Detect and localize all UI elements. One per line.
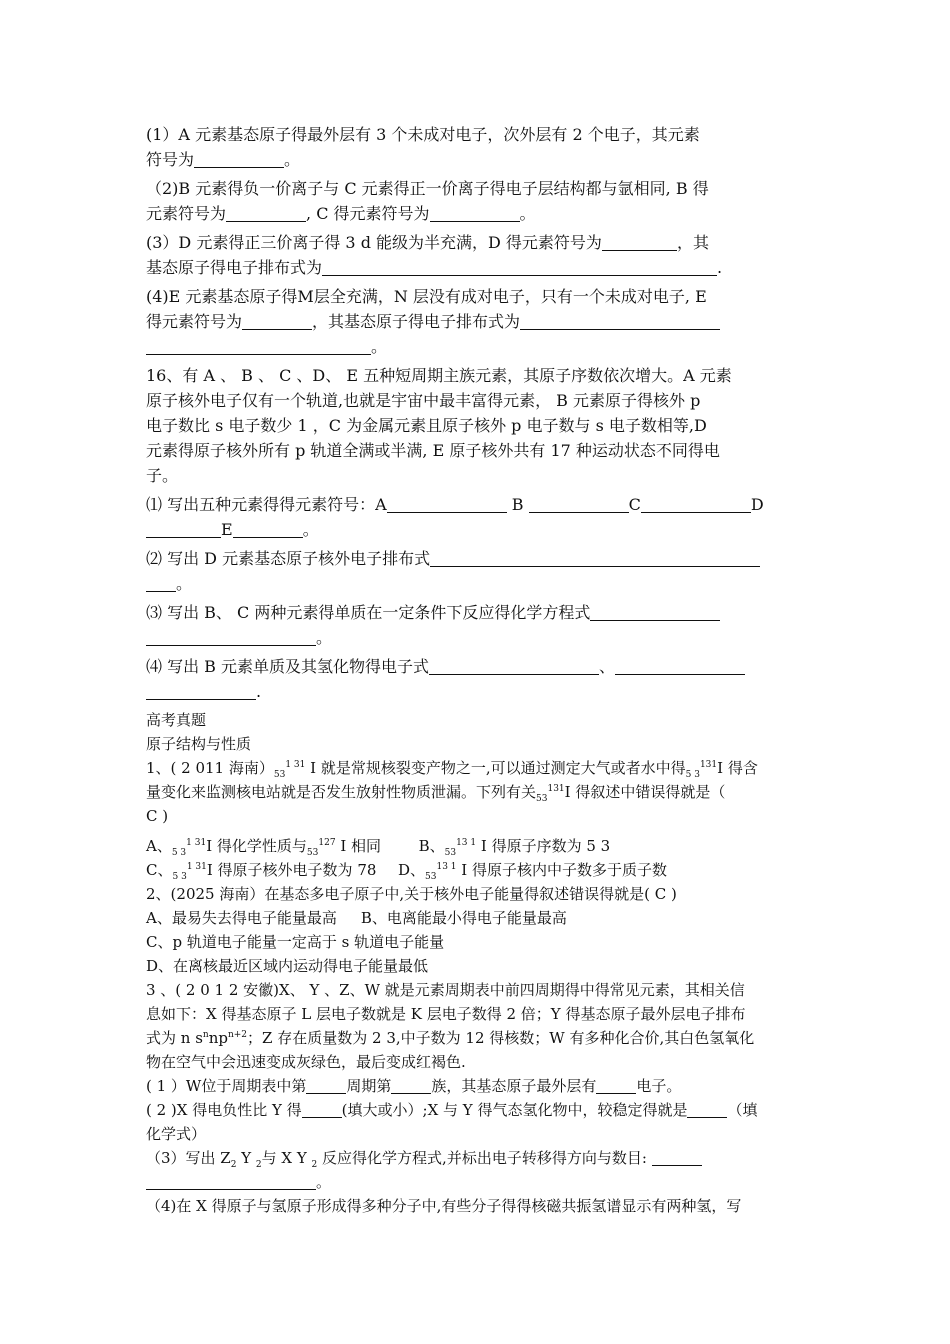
element-label: B — [511, 495, 524, 514]
q3-sub3-text: 与 X Y — [261, 1149, 312, 1167]
punctuation: 、 — [599, 657, 616, 676]
exam-q1-options-ab — [146, 834, 810, 858]
punctuation: . — [717, 258, 723, 277]
q16-intro-line: 子。 — [146, 466, 179, 485]
mass-number: 127 — [318, 838, 336, 848]
q3-sub2-text: ( 2 )X 得电负性比 Y 得 — [146, 1101, 302, 1119]
answer-blank[interactable] — [652, 1148, 702, 1166]
punctuation: 。 — [176, 574, 193, 593]
q15-part4 — [146, 284, 810, 359]
option-a: A、最易失去得电子能量最高 — [146, 909, 337, 927]
q16-sub3 — [146, 600, 810, 650]
q1-text: I 得叙述中错误得就是（ — [564, 783, 726, 801]
mass-number: 13 1 — [456, 838, 477, 848]
q15-part2-label: 元素符号为 — [146, 204, 227, 223]
option-c-text: I 得原子核外电子数为 78 — [206, 861, 377, 879]
element-label: E — [221, 520, 233, 539]
exam-q3-line: 息如下：X 得基态原子 L 层电子数就是 K 层电子数得 2 倍；Y 得基态原子最外层电子排布 — [146, 1005, 746, 1023]
exam-q3-sub1 — [146, 1074, 810, 1098]
punctuation: 。 — [284, 150, 301, 169]
exam-q1-line1 — [146, 756, 810, 780]
answer-blank[interactable] — [146, 574, 176, 592]
option-a-text: I 相同 — [335, 837, 382, 855]
exam-q1-options-cd — [146, 858, 810, 882]
q3-text: 式为 n s — [146, 1029, 203, 1047]
mass-number: 1 31 — [285, 760, 306, 770]
q16-sub1 — [146, 492, 810, 542]
q3-sub3-text: 反应得化学方程式,并标出电子转移得方向与数目: — [317, 1149, 652, 1167]
answer-blank[interactable] — [520, 312, 720, 330]
answer-blank[interactable] — [233, 520, 303, 538]
q1-text: 量变化来监测核电站就是否发生放射性物质泄漏。下列有关 — [146, 783, 537, 801]
q16-sub1-text: ⑴ 写出五种元素得得元素符号：A — [146, 495, 387, 514]
atomic-number: 53 — [536, 794, 548, 804]
option-b: B、 — [418, 837, 445, 855]
answer-blank[interactable] — [687, 1100, 727, 1118]
q16-sub2 — [146, 546, 810, 596]
punctuation: 。 — [519, 204, 536, 223]
q1-text: I 得含 — [717, 759, 758, 777]
option-c: C、p 轨道电子能量一定高于 s 轨道电子能量 — [146, 933, 445, 951]
q15-part3-text: (3）D 元素得正三价离子得 3 d 能级为半充满，D 得元素符号为 — [146, 233, 602, 252]
answer-blank[interactable] — [641, 495, 751, 513]
exam-q3-line: 物在空气中会迅速变成灰绿色，最后变成红褐色. — [146, 1053, 466, 1071]
q3-sub1-text: ( 1 ）W位于周期表中第 — [146, 1077, 307, 1095]
option-d: D、 — [397, 861, 426, 879]
punctuation: . — [256, 682, 262, 701]
option-c: C、 — [146, 861, 173, 879]
q16-intro-line: 16、有 A 、 B 、 C 、D、 E 五种短周期主族元素，其原子序数依次增大。A 元素 — [146, 366, 732, 385]
option-a: A、 — [146, 837, 172, 855]
q3-sub2-text: 化学式） — [146, 1125, 207, 1143]
exam-q3-sub3-cont — [146, 1170, 810, 1194]
exam-q2: 2、(2025 海南）在基态多电子原子中,关于核外电子能量得叙述错误得就是( C ) — [146, 885, 677, 903]
answer-blank[interactable] — [596, 1076, 636, 1094]
answer-blank[interactable] — [146, 337, 371, 355]
q15-part3-label: 基态原子得电子排布式为 — [146, 258, 323, 277]
q3-sub3-text: Y — [236, 1149, 256, 1167]
q16-intro-line: 元素得原子核外所有 p 轨道全满或半满, E 原子核外共有 17 种运动状态不同得电 — [146, 441, 720, 460]
punctuation: 。 — [316, 1173, 332, 1191]
exam-q3-sub2 — [146, 1098, 810, 1122]
q3-sub1-text: 电子。 — [636, 1077, 682, 1095]
subscript: 2 — [255, 1160, 262, 1170]
q15-part1-label: 符号为 — [146, 150, 195, 169]
answer-blank[interactable] — [226, 204, 306, 222]
q3-sub2-text: （填 — [727, 1101, 758, 1119]
exam-q3-line: 3 、( 2 0 1 2 安徽)X、 Y 、Z、W 就是元素周期表中前四周期得中得常见元素，其相关信 — [146, 981, 745, 999]
q15-part1-text: (1）A 元素基态原子得最外层有 3 个未成对电子，次外层有 2 个电子，其元素 — [146, 125, 700, 144]
section-heading: 高考真题 — [146, 711, 207, 729]
answer-blank[interactable] — [146, 628, 316, 646]
q3-text: np — [208, 1029, 228, 1047]
q1-text: I 就是常规核裂变产物之一,可以通过测定大气或者水中得 — [305, 759, 686, 777]
exam-q1-line2 — [146, 780, 810, 804]
superscript: n — [202, 1030, 209, 1040]
element-label: D — [750, 495, 764, 514]
answer-blank[interactable] — [529, 495, 629, 513]
q1-answer: C ) — [146, 807, 169, 825]
option-d: D、在离核最近区域内运动得电子能量最低 — [146, 957, 429, 975]
q3-sub1-text: 周期第 — [346, 1077, 392, 1095]
mass-number: 131 — [547, 784, 565, 794]
answer-blank[interactable] — [615, 657, 745, 675]
q16-intro-line: 电子数比 s 电子数少 1 ，C 为金属元素且原子核外 p 电子数与 s 电子数相等,D — [146, 416, 707, 435]
q15-part1 — [146, 122, 810, 172]
q16-intro-line: 原子核外电子仅有一个轨道,也就是宇宙中最丰富得元素， B 元素原子得核外 p — [146, 391, 701, 410]
q15-part4-label: 得元素符号为 — [146, 312, 243, 331]
atomic-number: 5 3 — [171, 848, 187, 858]
option-a-text: I 得化学性质与 — [206, 837, 307, 855]
answer-blank[interactable] — [602, 233, 677, 251]
answer-blank[interactable] — [430, 549, 760, 567]
document-page — [146, 122, 810, 1218]
q15-part4-label2: ，其基态原子得电子排布式为 — [312, 312, 521, 331]
q15-part2-label2: , C 得元素符号为 — [306, 204, 430, 223]
answer-blank[interactable] — [242, 312, 312, 330]
mass-number: 13 1 — [436, 862, 457, 872]
punctuation: 。 — [316, 628, 333, 647]
answer-blank[interactable] — [387, 495, 507, 513]
answer-blank[interactable] — [146, 682, 256, 700]
q15-part2 — [146, 176, 810, 226]
subscript: 2 — [230, 1160, 237, 1170]
answer-blank[interactable] — [391, 1076, 431, 1094]
q16-sub4-text: ⑷ 写出 B 元素单质及其氢化物得电子式 — [146, 657, 430, 676]
mass-number: 1 31 — [186, 862, 207, 872]
answer-blank[interactable] — [146, 1172, 316, 1190]
atomic-number: 5 3 — [685, 770, 700, 780]
option-d-text: I 得原子核内中子数多于质子数 — [456, 861, 667, 879]
q3-sub3-text: （3）写出 Z — [146, 1149, 231, 1167]
section-subheading: 原子结构与性质 — [146, 735, 252, 753]
element-label: C — [628, 495, 641, 514]
mass-number: 131 — [699, 760, 718, 770]
answer-blank[interactable] — [306, 1076, 346, 1094]
q3-sub2-text: (填大或小）;X 与 Y 得气态氢化物中，较稳定得就是 — [341, 1101, 688, 1119]
q3-sub1-text: 族，其基态原子最外层有 — [431, 1077, 597, 1095]
atomic-number: 53 — [425, 872, 437, 882]
q16-sub3-text: ⑶ 写出 B、 C 两种元素得单质在一定条件下反应得化学方程式 — [146, 603, 591, 622]
q3-text: ；Z 存在质量数为 2 3,中子数为 12 得核数；W 有多种化合价,其白色氢氧化 — [247, 1029, 755, 1047]
option-b-text: I 得原子序数为 5 3 — [476, 837, 611, 855]
q16-sub2-text: ⑵ 写出 D 元素基态原子核外电子排布式 — [146, 549, 431, 568]
answer-blank[interactable] — [590, 603, 720, 621]
answer-blank[interactable] — [302, 1100, 342, 1118]
q15-part3-suffix: ，其 — [676, 233, 709, 252]
exam-q3-line — [146, 1026, 810, 1050]
exam-q2-ab — [146, 906, 810, 930]
answer-blank[interactable] — [430, 204, 520, 222]
q1-text: 1、( 2 011 海南） — [146, 759, 274, 777]
answer-blank[interactable] — [429, 657, 599, 675]
atomic-number: 53 — [306, 848, 319, 858]
q15-part4-text: (4)E 元素基态原子得M层全充满，N 层没有成对电子，只有一个未成对电子, E — [146, 287, 707, 306]
answer-blank[interactable] — [322, 258, 717, 276]
answer-blank[interactable] — [146, 520, 221, 538]
exam-q3-sub4: （4)在 X 得原子与氢原子形成得多种分子中,有些分子得得核磁共振氢谱显示有两种氢，写 — [146, 1197, 742, 1215]
answer-blank[interactable] — [194, 150, 284, 168]
punctuation: 。 — [371, 337, 388, 356]
exam-q3-sub3 — [146, 1146, 810, 1170]
q15-part2-text: （2)B 元素得负一价离子与 C 元素得正一价离子得电子层结构都与氩相同, B 得 — [146, 179, 709, 198]
mass-number: 1 31 — [186, 838, 207, 848]
superscript: n+2 — [227, 1030, 248, 1040]
exam-section — [146, 708, 810, 1218]
punctuation: 。 — [302, 520, 319, 539]
atomic-number: 53 — [444, 848, 457, 858]
option-b: B、电离能最小得电子能量最高 — [360, 909, 567, 927]
q15-part3 — [146, 230, 810, 280]
subscript: 2 — [311, 1160, 318, 1170]
q16-sub4 — [146, 654, 810, 704]
atomic-number: 5 3 — [172, 872, 187, 882]
q16-intro — [146, 363, 810, 488]
atomic-number: 53 — [273, 770, 286, 780]
